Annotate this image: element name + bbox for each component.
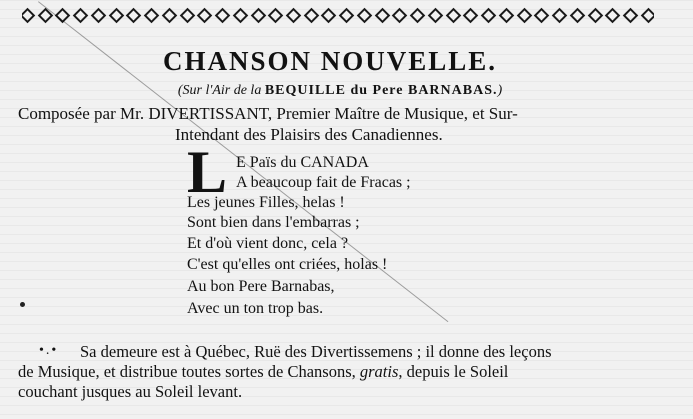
- air-subtitle: [0, 83, 680, 99]
- air-tune-name: BEQUILLE du Pere BARNABAS.: [264, 83, 498, 98]
- composer-line-1: Composée par Mr. DIVERTISSANT, Premier Maître de Musique, et Sur-: [18, 104, 518, 123]
- ornament-diamond-icon: [357, 7, 373, 23]
- verse-line: Avec un ton trop bas.: [187, 300, 324, 317]
- ink-speck: [20, 302, 25, 307]
- ornament-diamond-icon: [339, 7, 355, 23]
- advertisement-note: [18, 342, 678, 402]
- air-suffix: ): [497, 83, 503, 98]
- page-title: CHANSON NOUVELLE.: [162, 46, 498, 76]
- ornament-diamond-icon: [569, 7, 585, 23]
- verse-line: Sont bien dans l'embarras ;: [187, 214, 360, 231]
- ornament-diamond-icon: [481, 7, 497, 23]
- note-gratis: gratis: [359, 362, 399, 381]
- ornament-diamond-icon: [499, 7, 515, 23]
- note-line-1: Sa demeure est à Québec, Ruë des Divertissemens ; il donne des leçons: [80, 342, 552, 361]
- ornament-diamond-icon: [108, 7, 124, 23]
- ornament-diamond-icon: [552, 7, 568, 23]
- note-line-2-text: de Musique, et distribue toutes sortes de Chansons,: [18, 362, 356, 381]
- ornament-diamond-icon: [392, 7, 408, 23]
- ornament-diamond-icon: [321, 7, 337, 23]
- ornament-diamond-icon: [410, 7, 426, 23]
- ornament-diamond-icon: [179, 7, 195, 23]
- ornament-diamond-icon: [233, 7, 249, 23]
- ornament-diamond-icon: [73, 7, 89, 23]
- ornament-diamond-icon: [428, 7, 444, 23]
- ornament-diamond-icon: [534, 7, 550, 23]
- ornament-diamond-icon: [605, 7, 621, 23]
- ornament-diamond-icon: [22, 7, 35, 23]
- verse-line: C'est qu'elles ont criées, holas !: [187, 256, 388, 273]
- verse-line: Et d'où vient donc, cela ?: [187, 235, 349, 252]
- decorative-border-ornament: [22, 4, 654, 26]
- ornament-diamond-icon: [303, 7, 319, 23]
- ornament-diamond-icon: [374, 7, 390, 23]
- verse-line: A beaucoup fait de Fracas ;: [236, 174, 411, 191]
- ornament-diamond-icon: [91, 7, 107, 23]
- composer-line-2: Intendant des Plaisirs des Canadiennes.: [175, 125, 443, 144]
- ornament-diamond-icon: [197, 7, 213, 23]
- ornament-diamond-icon: [587, 7, 603, 23]
- verse-line: Les jeunes Filles, helas !: [187, 194, 345, 211]
- ornament-diamond-icon: [215, 7, 231, 23]
- note-line-3: couchant jusques au Soleil levant.: [18, 382, 243, 401]
- ornament-diamond-icon: [286, 7, 302, 23]
- air-prefix: (Sur l'Air de la: [177, 83, 262, 98]
- note-line-2-end: , depuis le Soleil: [398, 362, 509, 381]
- note-marker: •.•: [39, 343, 59, 358]
- ornament-diamond-icon: [623, 7, 639, 23]
- ornament-diamond-icon: [250, 7, 266, 23]
- note-line-2: [18, 362, 678, 382]
- ornament-diamond-icon: [268, 7, 284, 23]
- ornament-diamond-icon: [640, 7, 654, 23]
- ornament-diamond-icon: [445, 7, 461, 23]
- ornament-diamond-icon: [162, 7, 178, 23]
- composer-credit: [18, 103, 668, 145]
- ornament-diamond-icon: [516, 7, 532, 23]
- ornament-diamond-icon: [144, 7, 160, 23]
- ornament-diamond-icon: [126, 7, 142, 23]
- verse-line: Au bon Pere Barnabas,: [187, 278, 335, 295]
- verse-line: E Païs du CANADA: [236, 154, 369, 171]
- ornament-diamond-icon: [463, 7, 479, 23]
- drop-cap-letter: L: [187, 139, 228, 205]
- ornament-diamond-icon: [37, 7, 53, 23]
